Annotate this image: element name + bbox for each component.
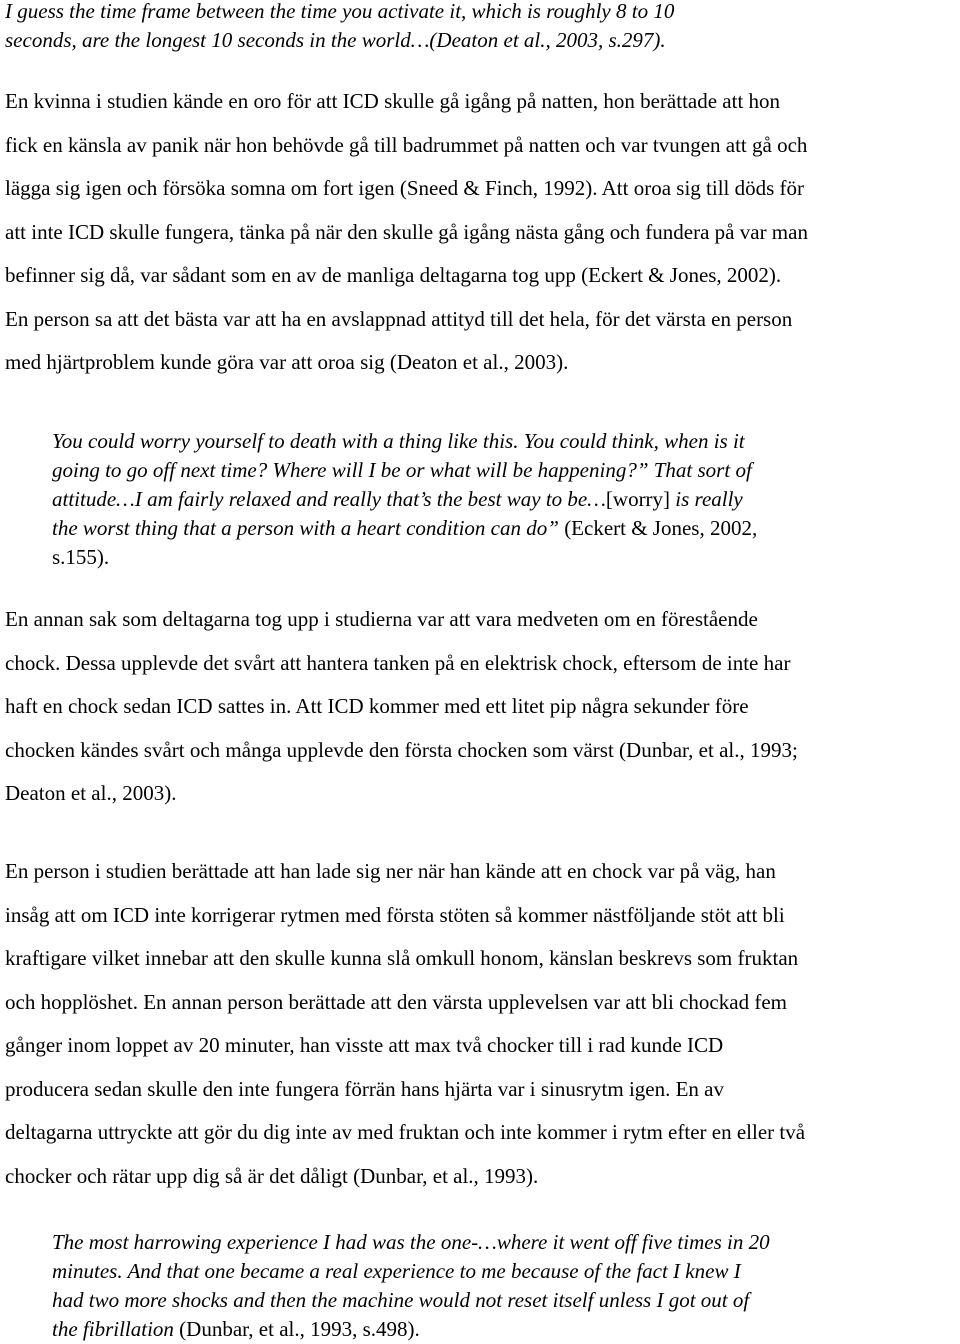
- text-line: befinner sig då, var sådant som en av de manliga deltagarna tog upp (Eckert & Jones, 2002).: [5, 263, 782, 287]
- text-line: En kvinna i studien kände en oro för att ICD skulle gå igång på natten, hon berättade att hon: [5, 89, 781, 113]
- text-line: chocken kändes svårt och många upplevde den första chocken som värst (Dunbar, et al., 1993;: [5, 737, 798, 762]
- text-line: insåg att om ICD inte korrigerar rytmen med första stöten så kommer nästföljande stöt att bli: [5, 902, 785, 927]
- text-line: chock. Dessa upplevde det svårt att hantera tanken på en elektrisk chock, eftersom de inte har: [5, 650, 791, 675]
- text-line: chocker och rätar upp dig så är det dåligt (Dunbar, et al., 1993).: [5, 1163, 539, 1188]
- quote-insertion: [worry]: [605, 487, 671, 511]
- quote-line: You could worry yourself to death with a thing like this. You could think, when is it: [52, 429, 745, 453]
- quote-line: minutes. And that one became a real experience to me because of the fact I knew I: [52, 1259, 741, 1283]
- quote-line: I guess the time frame between the time you activate it, which is roughly 8 to 10: [5, 0, 675, 23]
- text-line: kraftigare vilket innebar att den skulle kunna slå omkull honom, känslan beskrevs som fruktan: [5, 946, 799, 970]
- text-line: deltagarna uttryckte att gör du dig inte av med fruktan och inte kommer i rytm efter en eller två: [5, 1120, 806, 1144]
- block-quote-bottom: [52, 1228, 932, 1344]
- quote-line: seconds, are the longest 10 seconds in the world…(Deaton et al., 2003, s.297).: [5, 28, 666, 52]
- citation: s.155).: [52, 545, 110, 569]
- text-line: lägga sig igen och försöka somna om fort igen (Sneed & Finch, 1992). Att oroa sig till döds för: [5, 176, 805, 200]
- text-line: En person i studien berättade att han lade sig ner när han kände att en chock var på väg, han: [5, 859, 776, 883]
- text-line: producera sedan skulle den inte fungera förrän hans hjärta var i sinusrytm igen. En av: [5, 1076, 725, 1101]
- text-line: och hopplöshet. En annan person berättade att den värsta upplevelsen var att bli chockad fem: [5, 989, 787, 1014]
- quote-line: the fibrillation: [52, 1317, 174, 1341]
- text-line: En person sa att det bästa var att ha en avslappnad attityd till det hela, för det värsta en person: [5, 306, 793, 331]
- quote-line: The most harrowing experience I had was the one-…where it went off five times in 20: [52, 1230, 770, 1254]
- quote-line: had two more shocks and then the machine would not reset itself unless I got out of: [52, 1288, 750, 1312]
- block-quote-top: [5, 0, 905, 55]
- citation: (Eckert & Jones, 2002,: [558, 516, 758, 540]
- paragraph-3: [5, 850, 960, 1198]
- paragraph-2: [5, 598, 960, 816]
- text-line: haft en chock sedan ICD sattes in. Att ICD kommer med ett litet pip några sekunder före: [5, 694, 749, 718]
- text-line: fick en känsla av panik när hon behövde gå till badrummet på natten och var tvungen att gå och: [5, 132, 808, 157]
- text-line: Deaton et al., 2003).: [5, 781, 177, 805]
- text-line: att inte ICD skulle fungera, tänka på när den skulle gå igång nästa gång och fundera på var man: [5, 219, 808, 244]
- quote-line: is really: [670, 487, 743, 511]
- quote-line: the worst thing that a person with a heart condition can do”: [52, 516, 559, 540]
- paragraph-1: [5, 80, 960, 385]
- text-line: gånger inom loppet av 20 minuter, han visste att max två chocker till i rad kunde ICD: [5, 1033, 724, 1057]
- block-quote-middle: [52, 427, 932, 572]
- citation: (Dunbar, et al., 1993, s.498).: [173, 1317, 420, 1341]
- quote-line: attitude…I am fairly relaxed and really that’s the best way to be…: [52, 487, 606, 511]
- text-line: med hjärtproblem kunde göra var att oroa sig (Deaton et al., 2003).: [5, 350, 569, 374]
- text-line: En annan sak som deltagarna tog upp i studierna var att vara medveten om en förestående: [5, 607, 758, 631]
- quote-line: going to go off next time? Where will I be or what will be happening?” That sort of: [52, 458, 752, 482]
